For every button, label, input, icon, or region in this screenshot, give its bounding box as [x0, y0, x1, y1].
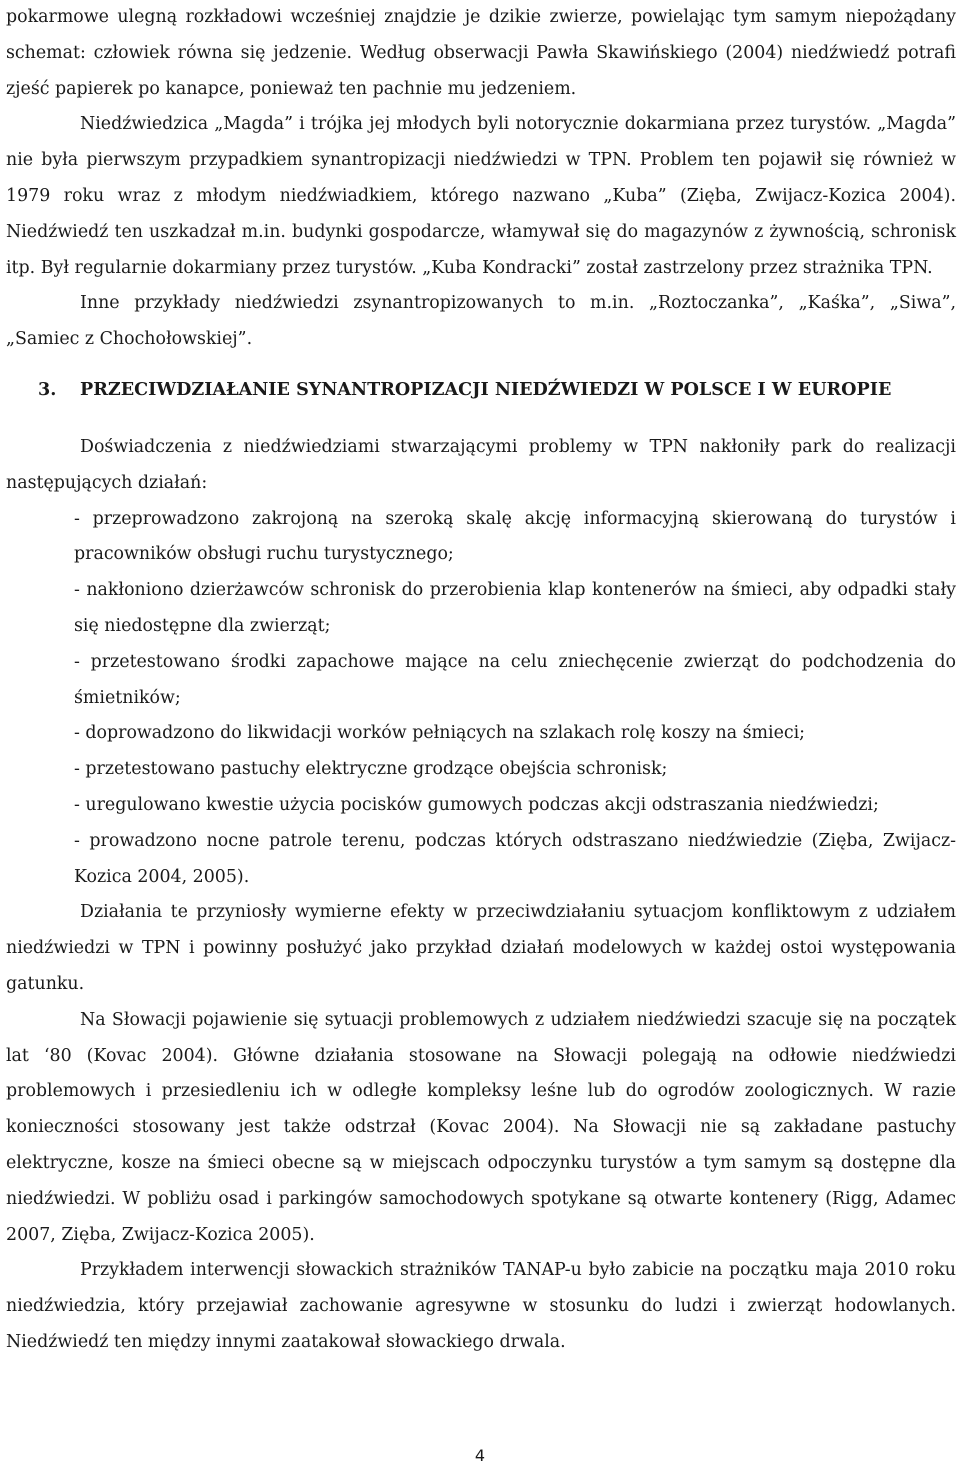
page-number: 4 [474, 1446, 486, 1465]
list-item: - prowadzono nocne patrole terenu, podczas których odstraszano niedźwiedzie (Zięba, Zwijacz-Kozica 2004, 2005). [74, 830, 956, 887]
paragraph: Działania te przyniosły wymierne efekty w przeciwdziałaniu sytuacjom konfliktowym z udziałem niedźwiedzi w TPN i powinny posłużyć jako przykład działań modelowych w każdej ostoi występowania gatunku. [6, 902, 956, 994]
section-heading [6, 378, 956, 402]
paragraph: Przykładem interwencji słowackich strażników TANAP-u było zabicie na początku maja 2010 roku niedźwiedzia, który przejawiał zachowanie agresywne w stosunku do ludzi i zwierząt hodowlanych. Niedźwiedź ten między innymi zaatakował słowackiego drwala. [6, 1260, 956, 1352]
section-title: PRZECIWDZIAŁANIE SYNANTROPIZACJI NIEDŹWIEDZI W POLSCE I W EUROPIE [80, 378, 892, 400]
paragraph: Doświadczenia z niedźwiedziami stwarzającymi problemy w TPN nakłoniły park do realizacji następujących działań: [6, 436, 956, 493]
section-number: 3. [38, 378, 57, 400]
document-page [6, 0, 956, 1361]
action-list [6, 502, 956, 896]
paragraph: pokarmowe ulegną rozkładowi wcześniej znajdzie je dzikie zwierze, powielając tym samym niepożądany schemat: człowiek równa się jedzenie. Według obserwacji Pawła Skawińskiego (2004) niedźwiedź potrafi zjeść papierek po kanapce, ponieważ ten pachnie mu jedzeniem. [6, 7, 956, 99]
paragraph: Na Słowacji pojawienie się sytuacji problemowych z udziałem niedźwiedzi szacuje się na początek lat ‘80 (Kovac 2004). Główne działania stosowane na Słowacji polegają na odłowie niedźwiedzi problemowych i przesiedleniu ich w odległe kompleksy leśne lub do ogrodów zoologicznych. W razie konieczności stosowany jest także odstrzał (Kovac 2004). Na Słowacji nie są zakładane pastuchy elektryczne, kosze na śmieci obecne są w miejscach odpoczynku turystów a tym samym są dostępne dla niedźwiedzi. W pobliżu osad i parkingów samochodowych spotykane są otwarte kontenery (Rigg, Adamec 2007, Zięba, Zwijacz-Kozica 2005). [6, 1009, 956, 1245]
list-item: - doprowadzono do likwidacji worków pełniących na szlakach rolę koszy na śmieci; [74, 723, 806, 744]
paragraph: Inne przykłady niedźwiedzi zsynantropizowanych to m.in. „Roztoczanka”, „Kaśka”, „Siwa”, „Samiec z Chochołowskiej”. [6, 293, 956, 350]
list-item: - przeprowadzono zakrojoną na szeroką skalę akcję informacyjną skierowaną do turystów i pracowników obsługi ruchu turystycznego; [74, 508, 956, 565]
list-item: - uregulowano kwestie użycia pocisków gumowych podczas akcji odstraszania niedźwiedzi; [74, 794, 879, 815]
list-item: - przetestowano pastuchy elektryczne grodzące obejścia schronisk; [74, 759, 668, 780]
list-item: - przetestowano środki zapachowe mające na celu zniechęcenie zwierząt do podchodzenia do śmietników; [74, 651, 956, 708]
list-item: - nakłoniono dzierżawców schronisk do przerobienia klap kontenerów na śmieci, aby odpadki stały się niedostępne dla zwierząt; [74, 580, 956, 636]
paragraph: Niedźwiedzica „Magda” i trójka jej młodych byli notorycznie dokarmiana przez turystów. „Magda” nie była pierwszym przypadkiem synantropizacji niedźwiedzi w TPN. Problem ten pojawił się również w 1979 roku wraz z młodym niedźwiadkiem, którego nazwano „Kuba” (Zięba, Zwijacz-Kozica 2004). Niedźwiedź ten uszkadzał m.in. budynki gospodarcze, włamywał się do magazynów z żywnością, schronisk itp. Był regularnie dokarmiany przez turystów. „Kuba Kondracki” został zastrzelony przez strażnika TPN. [6, 114, 956, 278]
